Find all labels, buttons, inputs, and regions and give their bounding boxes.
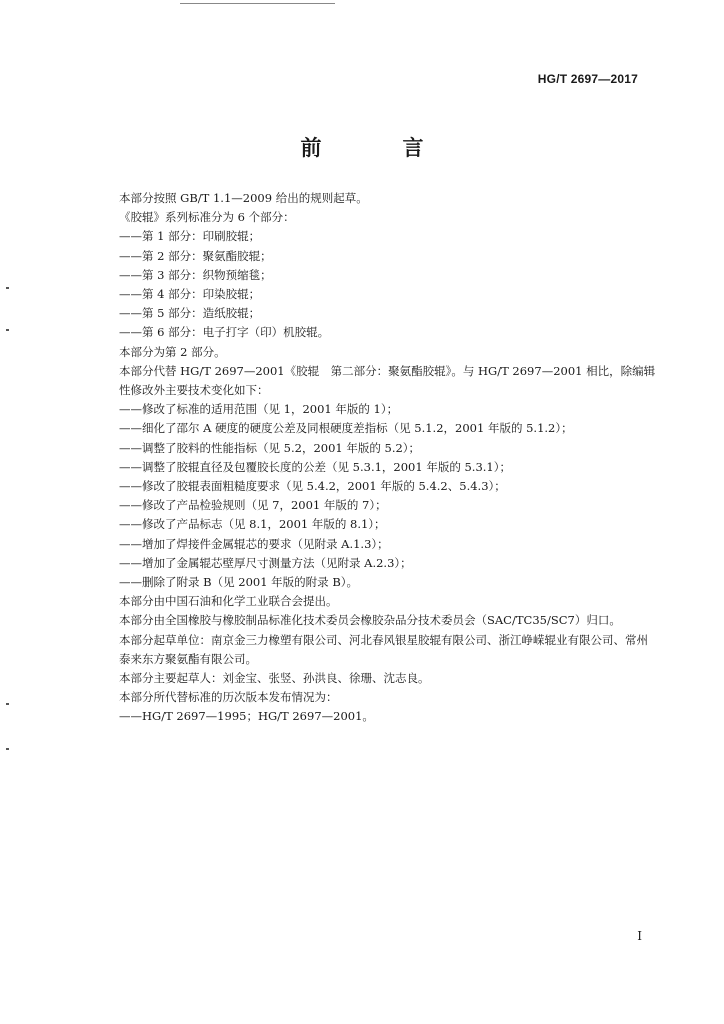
list-item: ——修改了标准的适用范围（见 1，2001 年版的 1）；	[119, 402, 399, 417]
list-item: ——HG/T 2697—1995；HG/T 2697—2001。	[119, 709, 374, 724]
list-item: ——第 1 部分：印刷胶辊；	[119, 229, 261, 244]
paragraph: 《胶辊》系列标准分为 6 个部分：	[119, 210, 295, 225]
scan-mark	[6, 748, 9, 750]
paragraph: 本部分按照 GB/T 1.1—2009 给出的规则起草。	[119, 191, 368, 205]
scan-mark	[6, 329, 9, 331]
standard-code: HG/T 2697—2017	[537, 72, 638, 86]
paragraph: 本部分为第 2 部分。	[119, 344, 226, 359]
top-scan-line	[180, 3, 335, 4]
list-item: ——修改了产品检验规则（见 7，2001 年版的 7）；	[119, 498, 387, 513]
paragraph: 本部分主要起草人：刘金宝、张竖、孙洪良、徐珊、沈志良。	[119, 671, 430, 686]
list-item: ——第 2 部分：聚氨酯胶辊；	[119, 248, 272, 263]
list-item: ——细化了邵尔 A 硬度的硬度公差及同根硬度差指标（见 5.1.2，2001 年版的 5.1.2）；	[119, 421, 573, 436]
list-item: ——第 4 部分：印染胶辊；	[119, 287, 261, 302]
list-item: ——修改了产品标志（见 8.1，2001 年版的 8.1）；	[119, 517, 386, 532]
paragraph: 本部分由中国石油和化学工业联合会提出。	[119, 594, 338, 609]
list-item: ——调整了胶辊直径及包覆胶长度的公差（见 5.3.1，2001 年版的 5.3.1）；	[119, 459, 512, 474]
list-item: ——调整了胶料的性能指标（见 5.2，2001 年版的 5.2）；	[119, 440, 421, 455]
list-item: ——删除了附录 B（见 2001 年版的附录 B）。	[119, 575, 359, 590]
scan-mark	[6, 703, 9, 705]
scan-mark	[6, 287, 9, 289]
list-item: ——第 5 部分：造纸胶辊；	[119, 306, 261, 321]
list-item: ——增加了焊接件金属辊芯的要求（见附录 A.1.3）；	[119, 536, 389, 551]
page-number: I	[637, 929, 642, 943]
paragraph: 本部分起草单位：南京金三力橡塑有限公司、河北春风银星胶辊有限公司、浙江峥嵘辊业有限公司、常州泰来东方聚氨酯有限公司。	[119, 632, 648, 666]
paragraph: 本部分由全国橡胶与橡胶制品标准化技术委员会橡胶杂品分技术委员会（SAC/TC35/SC7）归口。	[119, 613, 621, 628]
foreword-body	[95, 189, 657, 727]
list-item: ——第 3 部分：织物预缩毯；	[119, 267, 272, 282]
page-title: 前 言	[300, 136, 454, 160]
paragraph: 本部分所代替标准的历次版本发布情况为：	[119, 690, 338, 705]
list-item: ——修改了胶辊表面粗糙度要求（见 5.4.2，2001 年版的 5.4.2、5.4.3）；	[119, 479, 506, 494]
paragraph: 本部分代替 HG/T 2697—2001《胶辊 第二部分：聚氨酯胶辊》。与 HG/T 2697—2001 相比，除编辑性修改外主要技术变化如下：	[119, 363, 656, 398]
list-item: ——增加了金属辊芯壁厚尺寸测量方法（见附录 A.2.3）；	[119, 555, 412, 570]
list-item: ——第 6 部分：电子打字（印）机胶辊。	[119, 325, 330, 340]
